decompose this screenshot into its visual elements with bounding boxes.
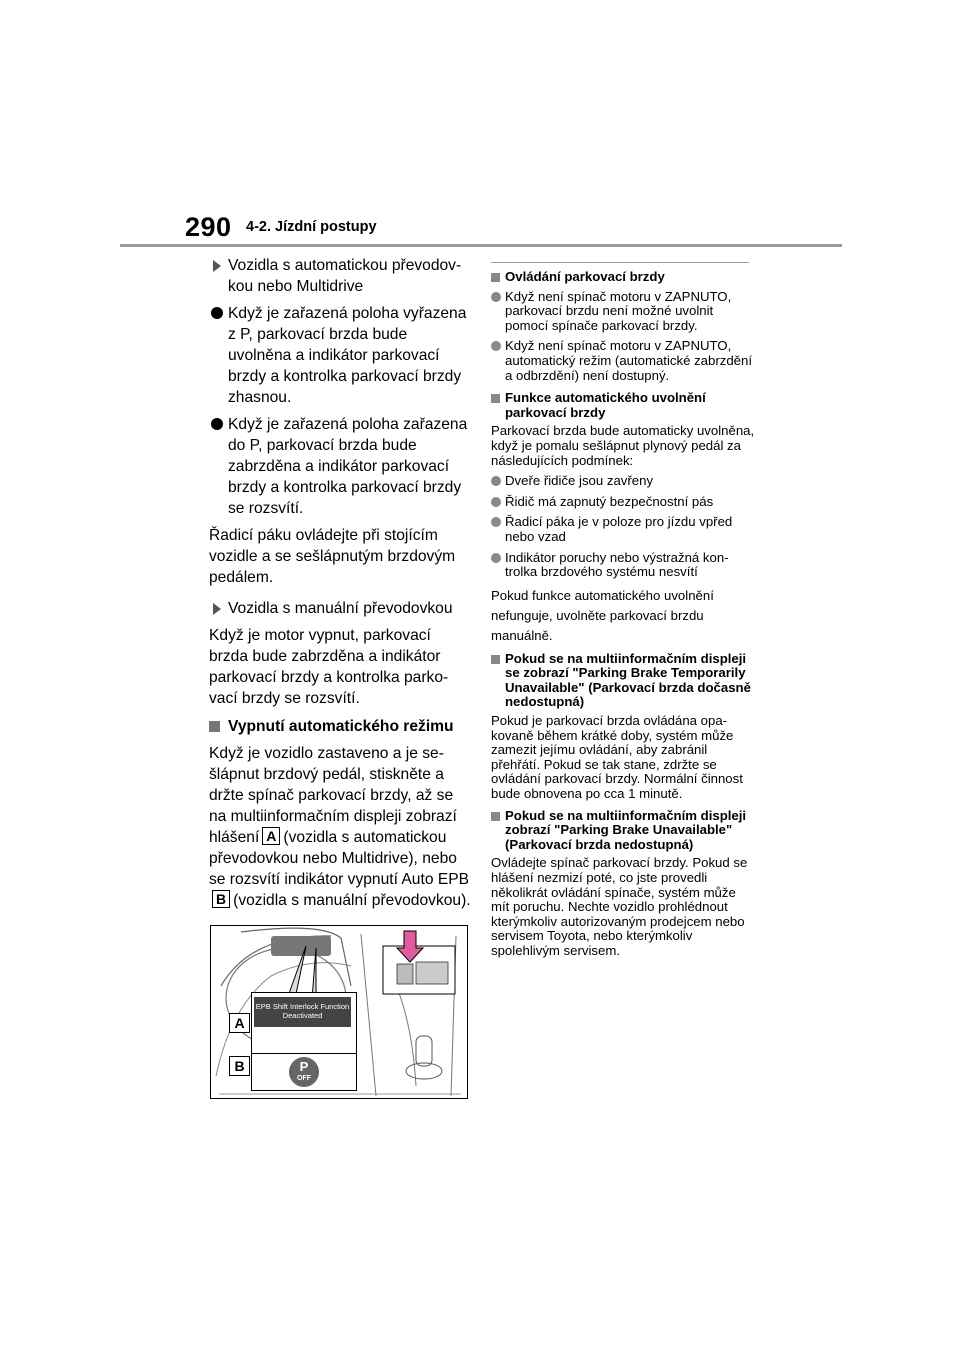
triangle-icon	[213, 603, 221, 615]
bullet-item	[491, 339, 756, 383]
paragraph	[491, 586, 756, 646]
heading-auto-mode-off	[209, 716, 471, 737]
indicator-panel	[251, 1053, 357, 1091]
bullet-item	[491, 495, 756, 510]
paragraph-text: manuálně.	[491, 627, 553, 643]
header-rule	[120, 244, 842, 247]
heading-text: Vypnutí automatického režimu	[228, 718, 454, 735]
bullet-text: Řidič má zapnutý bezpečnostní pás	[505, 493, 714, 509]
bullet-text: Když není spínač motoru v ZAPNUTO, parkovací brzdu není možné uvolnit pomocí spínače parkovací brzdy.	[505, 288, 732, 333]
bullet-item	[491, 515, 756, 544]
paragraph-auto-off	[209, 743, 471, 911]
callout-a: A	[262, 827, 280, 845]
bullet-icon	[491, 341, 501, 351]
bullet-text: Indikátor poruchy nebo výstražná kontrolka brzdového systému nesvítí	[505, 549, 729, 580]
bullet-text: Když je zařazená poloha zařazena do P, parkovací brzda bude zabrzděna a indikátor parkovací brzdy a kontrolka parkovací brzdy se rozsvítí.	[228, 416, 468, 517]
bullet-text: Řadicí páka je v poloze pro jízdu vpřed nebo vzad	[505, 514, 733, 544]
callout-b: B	[212, 890, 230, 908]
heading-text: Pokud se na multiinformačním displeji zobrazí "Parking Brake Unavailable" (Parkovací brzda nedostupná)	[505, 807, 747, 852]
section-title: 4-2. Jízdní postupy	[246, 219, 377, 235]
paragraph-text: Parkovací brzda bude automaticky uvolněna, když je pomalu sešlápnut plynový pedál za následujících podmínek:	[491, 423, 755, 468]
paragraph-text: Pokud je parkovací brzda ovládána opakovaně během krátké doby, systém může zamezit jejímu ovládání, aby zabránil přehřátí. Pokud se tak stane, zdržte se ovládání parkovací brzdy. Normální činnost bude obnovena po cca 1 minutě.	[491, 713, 743, 802]
callout-b: B	[229, 1056, 250, 1076]
paragraph	[491, 856, 756, 958]
indicator-off: OFF	[297, 1075, 311, 1082]
triangle-icon	[213, 260, 221, 272]
heading-text: Pokud se na multiinformačním displeji se zobrazí "Parking Brake Temporarily Unavailable" (Parkovací brzda dočasně nedostupná)	[505, 650, 751, 710]
square-icon	[491, 812, 500, 821]
square-icon	[491, 655, 500, 664]
heading-text: Funkce automatického uvolnění parkovací brzdy	[505, 390, 706, 420]
bullet-icon	[491, 497, 501, 507]
paragraph	[491, 424, 756, 468]
bullet-text: Když není spínač motoru v ZAPNUTO, automatický režim (automatické zabrzdění a odbrzdění) není dostupný.	[505, 338, 752, 383]
paragraph-text: Ovládejte spínač parkovací brzdy. Pokud se hlášení nezmizí poté, co jste provedli několikrát ovládání spínače, systém může mít poruchu. Nechte vozidlo prohlédnout kterýmkoliv autorizovaným prodejcem nebo servisem Toyota, nebo kterýmkoliv spolehlivým servisem.	[491, 855, 748, 958]
paragraph	[209, 625, 471, 709]
bullet-item	[491, 551, 756, 580]
paragraph-text: Pokud funkce automatického uvolnění	[491, 587, 714, 603]
paragraph	[209, 525, 471, 588]
display-message-panel	[251, 992, 357, 1056]
auto-epb-off-icon	[289, 1057, 319, 1087]
right-column	[491, 270, 756, 959]
subheading-manual-text: Vozidla s manuální převodovkou	[228, 600, 453, 617]
heading	[491, 270, 756, 285]
bullet-item	[209, 414, 471, 519]
paragraph-text: nefunguje, uvolněte parkovací brzdu	[491, 607, 704, 623]
paragraph-text: Řadicí páku ovládejte při stojícím vozidle a se sešlápnutým brzdovým pedálem.	[209, 527, 456, 586]
left-column	[209, 255, 471, 911]
bullet-icon	[211, 418, 223, 430]
square-icon	[491, 273, 500, 282]
dashboard-illustration	[210, 925, 468, 1099]
bullet-icon	[491, 476, 501, 486]
bullet-item	[491, 474, 756, 489]
heading	[491, 391, 756, 420]
bullet-item	[209, 303, 471, 408]
paragraph	[491, 714, 756, 802]
subheading-manual	[209, 598, 471, 619]
paragraph-text: (vozidla s automatickou převodovkou nebo Multidrive), nebo se rozsvítí indikátor vypnutí Auto EPB	[209, 829, 470, 888]
heading	[491, 809, 756, 853]
bullet-text: Dveře řidiče jsou zavřeny	[505, 473, 654, 489]
page-number: 290	[185, 212, 232, 242]
square-icon	[209, 721, 220, 732]
paragraph-text: (vozidla s manuální převodovkou).	[233, 892, 471, 909]
heading	[491, 652, 756, 710]
subheading-automatic-text: Vozidla s automatickou převodovkou nebo Multidrive	[228, 257, 462, 295]
bullet-icon	[491, 517, 501, 527]
paragraph-text: Když je motor vypnut, parkovací brzda bude zabrzděna a indikátor parkovací brzdy a kontrolka parkovací brzdy se rozsvítí.	[209, 627, 449, 707]
right-column-rule	[491, 262, 749, 263]
heading-text: Ovládání parkovací brzdy	[505, 269, 665, 284]
indicator-p: P	[299, 1059, 309, 1074]
bullet-icon	[491, 553, 501, 563]
bullet-item	[491, 290, 756, 334]
paragraph-text: Když je vozidlo zastaveno a je sešlápnut brzdový pedál, stiskněte a držte spínač parkovací brzdy, až se na multiinformačním displeji zobrazí hlášení	[209, 745, 457, 846]
subheading-automatic	[209, 255, 471, 297]
square-icon	[491, 394, 500, 403]
display-message: EPB Shift Interlock Function Deactivated	[254, 997, 351, 1027]
callout-a: A	[229, 1013, 250, 1033]
bullet-icon	[491, 292, 501, 302]
bullet-text: Když je zařazená poloha vyřazena z P, parkovací brzda bude uvolněna a indikátor parkovací brzdy a kontrolka parkovací brzdy zhasnou.	[228, 305, 467, 406]
bullet-icon	[211, 307, 223, 319]
